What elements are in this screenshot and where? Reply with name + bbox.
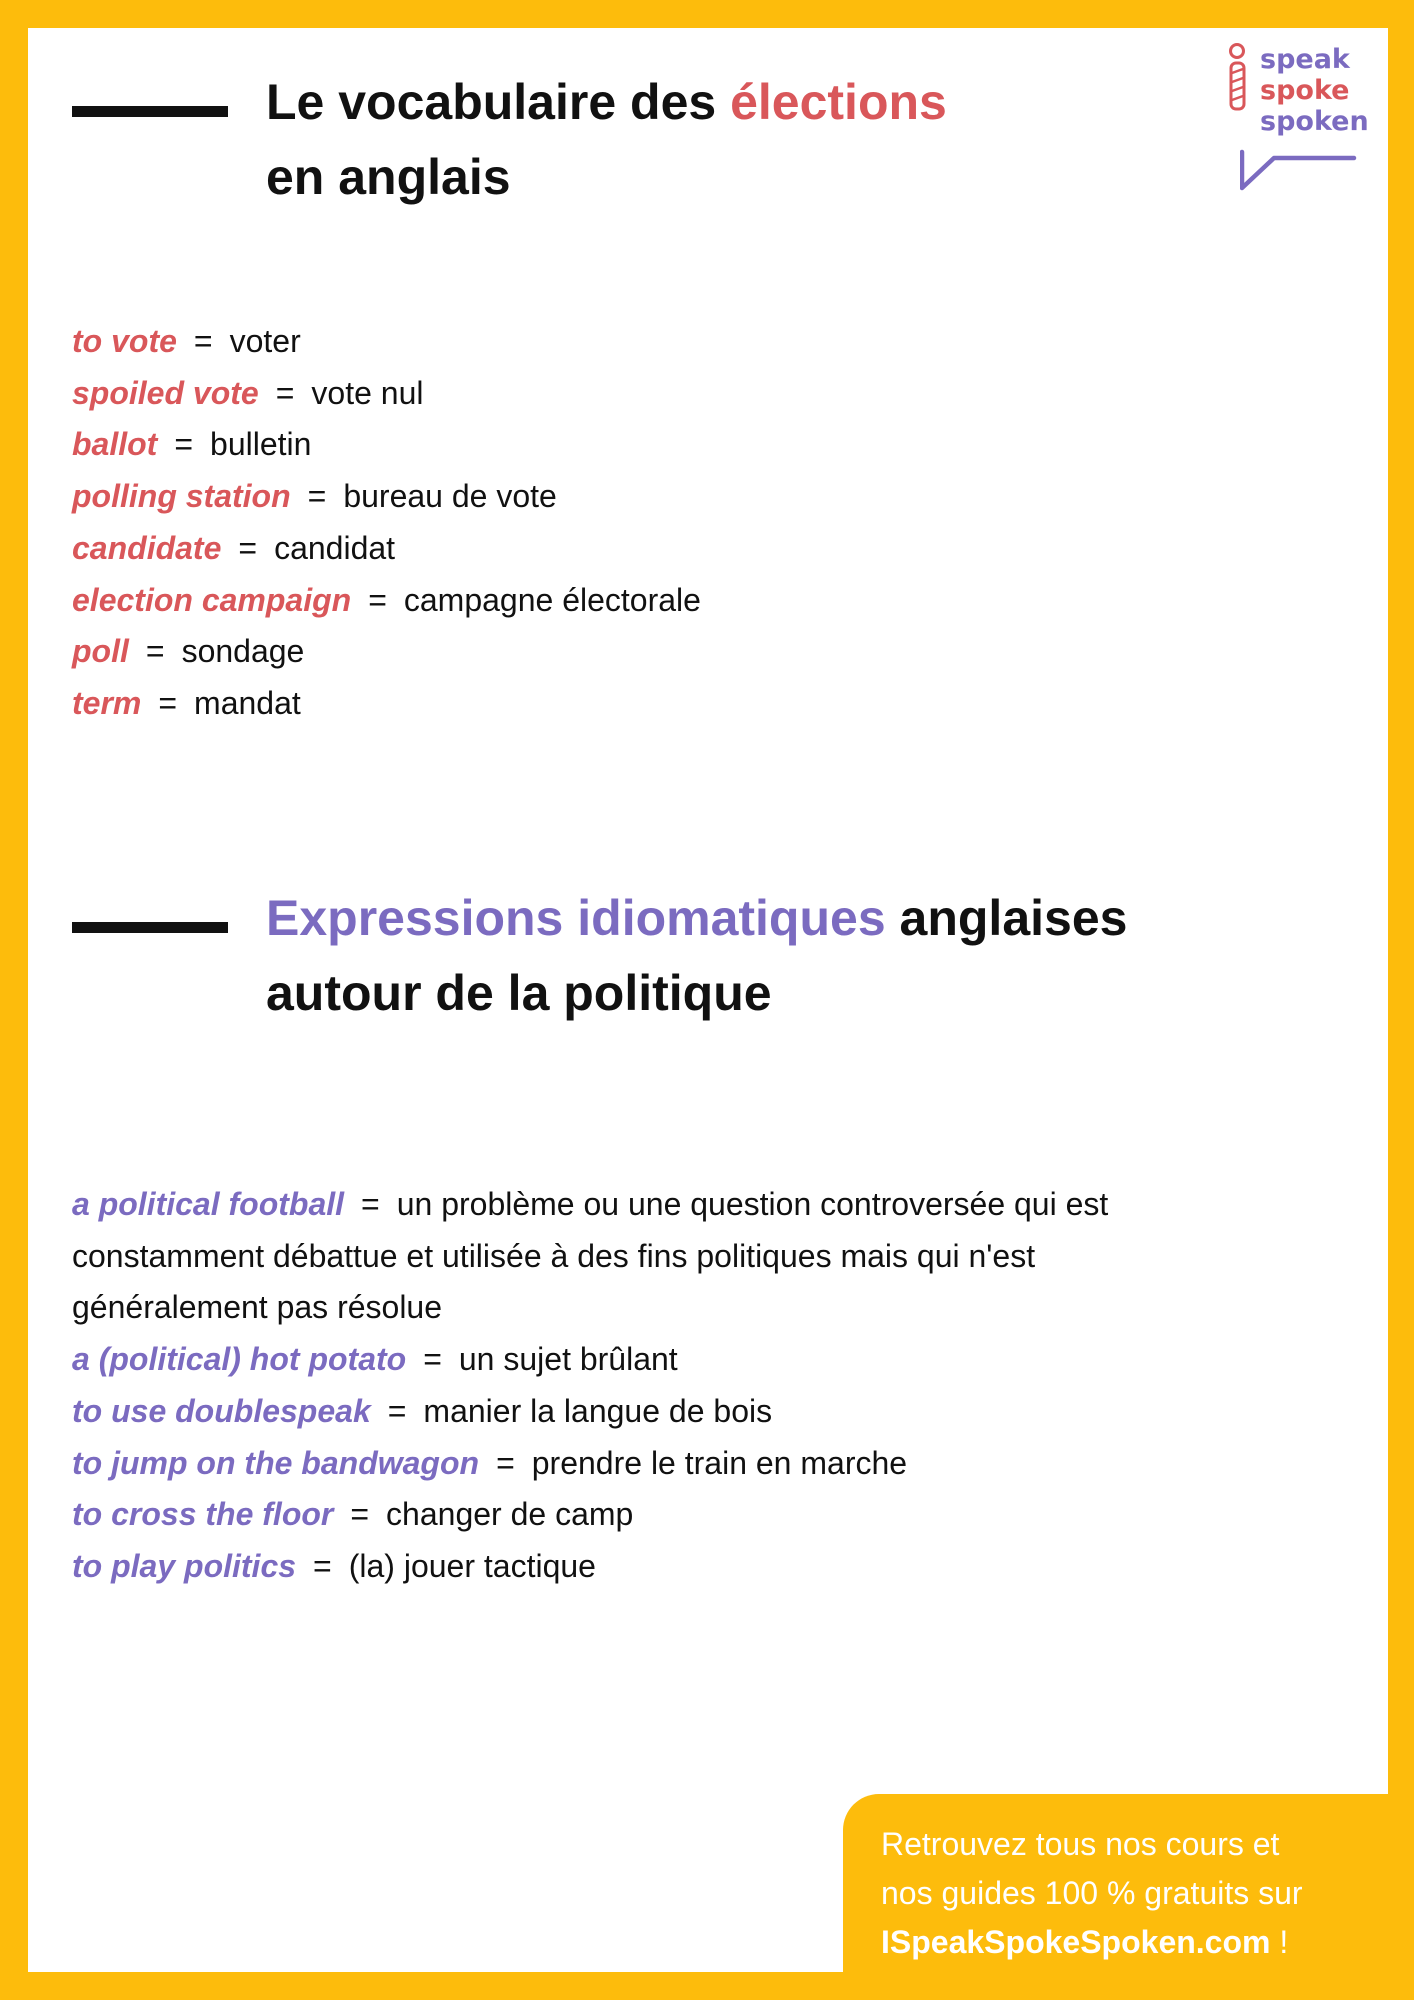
equals-sign: = (423, 1341, 442, 1378)
idiom-term: to play politics (72, 1547, 297, 1584)
idiom-translation: un problème ou une question controversée qui est constamment débattue et utilisée à des fins politiques mais qui n'est généralement pas résolue (72, 1186, 1109, 1326)
vocab-item (72, 316, 701, 368)
logo-i-icon (1226, 40, 1260, 120)
speech-bubble-icon (1240, 148, 1358, 194)
logo-line-spoke: spoke (1260, 75, 1350, 106)
vocab-item (72, 523, 701, 575)
vocab-item (72, 575, 701, 627)
idiom-item (72, 1386, 1232, 1438)
vocab-term: ballot (72, 426, 158, 463)
vocab-term: polling station (72, 478, 291, 515)
equals-sign: = (158, 684, 178, 721)
vocab-translation: candidat (274, 529, 396, 566)
vocab-item (72, 678, 701, 730)
vocab-translation: voter (229, 323, 301, 359)
section1-title-line2: en anglais (266, 149, 511, 205)
vocab-translation: bulletin (210, 426, 312, 463)
vocab-term: candidate (72, 529, 222, 566)
section1-title (266, 65, 947, 215)
equals-sign: = (496, 1444, 515, 1481)
footer-cta-text (881, 1820, 1303, 1967)
idiom-term: to cross the floor (72, 1496, 334, 1533)
vocab-translation: bureau de vote (343, 478, 557, 515)
logo-wordmark (1260, 44, 1369, 137)
idiom-term: a political football (72, 1186, 345, 1222)
section2-title-line2: autour de la politique (266, 965, 772, 1021)
idiom-term: to use doublespeak (72, 1392, 371, 1429)
vocab-translation: mandat (194, 684, 301, 721)
section-dash (72, 106, 228, 117)
idiom-translation: changer de camp (386, 1496, 634, 1533)
equals-sign: = (361, 1186, 380, 1222)
vocab-translation: campagne électorale (403, 581, 701, 618)
idiom-term: a (political) hot potato (72, 1341, 407, 1378)
equals-sign: = (307, 478, 327, 515)
section-dash (72, 922, 228, 933)
equals-sign: = (368, 581, 387, 618)
vocab-term: poll (72, 633, 129, 670)
footer-site-link[interactable]: ISpeakSpokeSpoken.com (881, 1924, 1271, 1960)
idiom-item (72, 1334, 1232, 1386)
logo-line-spoken: spoken (1260, 106, 1369, 137)
section2-title-accent: Expressions idiomatiques (266, 890, 886, 946)
vocab-item (72, 626, 701, 678)
political-idioms-list (72, 1179, 1232, 1593)
section2-title (266, 881, 1127, 1031)
section2-title-text: anglaises (885, 890, 1128, 946)
vocab-item (72, 368, 701, 420)
idiom-translation: un sujet brûlant (458, 1341, 678, 1378)
election-vocabulary-list (72, 316, 701, 730)
equals-sign: = (193, 323, 213, 359)
vocab-item (72, 471, 701, 523)
vocab-term: to vote (72, 323, 177, 359)
equals-sign: = (387, 1392, 407, 1429)
vocab-item (72, 419, 701, 471)
footer-end: ! (1270, 1924, 1289, 1960)
idiom-item (72, 1541, 1232, 1593)
equals-sign: = (145, 633, 165, 670)
vocab-term: election campaign (72, 581, 352, 618)
idiom-translation: manier la langue de bois (423, 1392, 773, 1429)
footer-cta (843, 1794, 1414, 2000)
vocab-term: term (72, 684, 142, 721)
idiom-translation: prendre le train en marche (531, 1444, 908, 1481)
idiom-translation: (la) jouer tactique (348, 1547, 596, 1584)
equals-sign: = (313, 1547, 332, 1584)
equals-sign: = (174, 426, 194, 463)
equals-sign: = (275, 374, 295, 411)
idiom-item (72, 1489, 1232, 1541)
logo-line-speak: speak (1260, 44, 1350, 75)
equals-sign: = (238, 529, 258, 566)
vocab-translation: sondage (181, 633, 305, 670)
equals-sign: = (350, 1496, 370, 1533)
logo[interactable] (1226, 40, 1369, 196)
vocab-term: spoiled vote (72, 374, 259, 411)
section1-title-accent: élections (730, 74, 947, 130)
footer-line1: Retrouvez tous nos cours et (881, 1826, 1280, 1862)
idiom-item (72, 1179, 1232, 1334)
idiom-item (72, 1438, 1232, 1490)
idiom-term: to jump on the bandwagon (72, 1444, 480, 1481)
section1-title-text: Le vocabulaire des (266, 74, 731, 130)
footer-line2: nos guides 100 % gratuits sur (881, 1875, 1303, 1911)
vocab-translation: vote nul (311, 374, 424, 411)
